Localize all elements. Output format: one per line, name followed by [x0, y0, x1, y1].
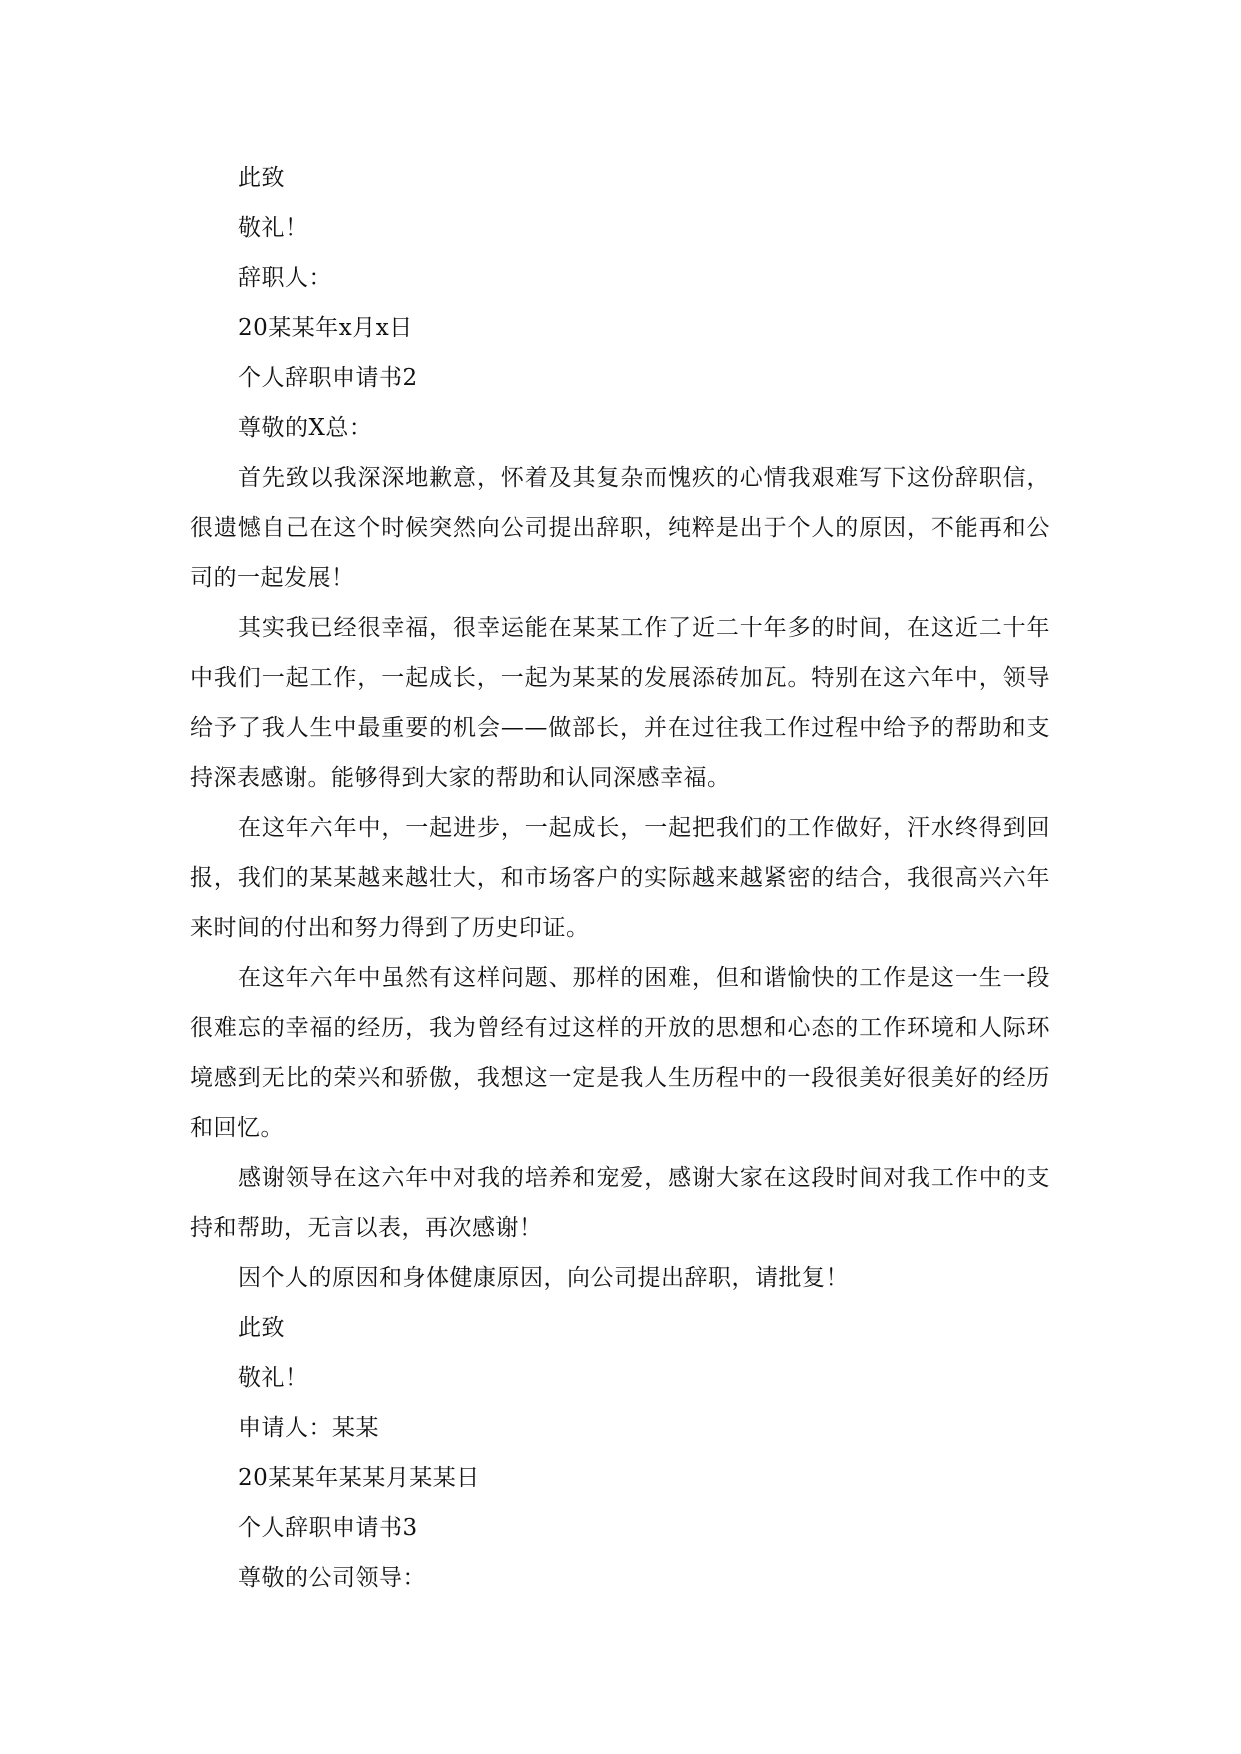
document-body	[190, 153, 1050, 1603]
resigner-label: 辞职人：	[238, 265, 332, 291]
applicant-line: 申请人：某某	[238, 1415, 379, 1441]
closing-salute-2: 敬礼！	[238, 1365, 309, 1391]
closing-salute: 敬礼！	[238, 215, 309, 241]
resignation-request: 因个人的原因和身体健康原因，向公司提出辞职，请批复！	[238, 1265, 849, 1291]
closing-greeting-2: 此致	[238, 1315, 285, 1341]
section-heading-3: 个人辞职申请书3	[238, 1515, 418, 1541]
closing-greeting: 此致	[238, 165, 285, 191]
salutation-3: 尊敬的公司领导：	[238, 1565, 426, 1591]
paragraph-apology: 首先致以我深深地歉意，怀着及其复杂而愧疚的心情我艰难写下这份辞职信，很遗憾自己在这个时候突然向公司提出辞职，纯粹是出于个人的原因，不能再和公司的一起发展！	[190, 465, 1050, 591]
salutation: 尊敬的X总：	[238, 415, 373, 441]
paragraph-gratitude: 其实我已经很幸福，很幸运能在某某工作了近二十年多的时间，在这近二十年中我们一起工作，一起成长，一起为某某的发展添砖加瓦。特别在这六年中，领导给予了我人生中最重要的机会——做部长，并在过往我工作过程中给予的帮助和支持深表感谢。能够得到大家的帮助和认同深感幸福。	[190, 615, 1050, 791]
paragraph-progress: 在这年六年中，一起进步，一起成长，一起把我们的工作做好，汗水终得到回报，我们的某某越来越壮大，和市场客户的实际越来越紧密的结合，我很高兴六年来时间的付出和努力得到了历史印证。	[190, 815, 1050, 941]
paragraph-experience: 在这年六年中虽然有这样问题、那样的困难，但和谐愉快的工作是这一生一段很难忘的幸福的经历，我为曾经有过这样的开放的思想和心态的工作环境和人际环境感到无比的荣兴和骄傲，我想这一定是我人生历程中的一段很美好很美好的经历和回忆。	[190, 965, 1050, 1141]
date-line: 20某某年x月x日	[238, 315, 413, 341]
paragraph-thanks: 感谢领导在这六年中对我的培养和宠爱，感谢大家在这段时间对我工作中的支持和帮助，无言以表，再次感谢！	[190, 1165, 1050, 1241]
date-line-2: 20某某年某某月某某日	[238, 1465, 480, 1491]
section-heading-2: 个人辞职申请书2	[238, 365, 418, 391]
